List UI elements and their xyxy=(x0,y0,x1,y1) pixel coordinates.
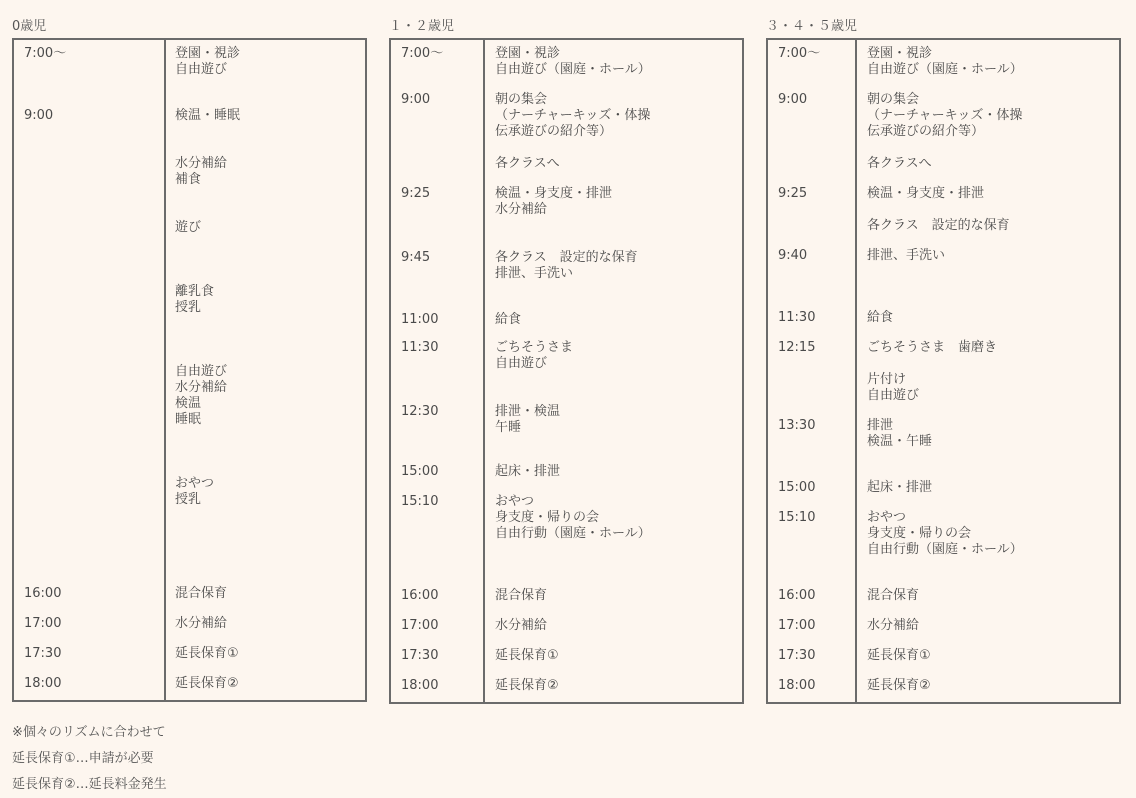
activity-line: （ナーチャーキッズ・体操 xyxy=(495,108,651,123)
row-time: 17:00 xyxy=(778,618,816,633)
row-time: 9:40 xyxy=(778,248,808,263)
row-time: 9:00 xyxy=(24,108,54,123)
row-time: 17:00 xyxy=(24,616,62,631)
footnote: ※個々のリズムに合わせて xyxy=(12,725,166,740)
column-divider xyxy=(164,40,166,700)
activity-line: 自由行動（園庭・ホール） xyxy=(495,526,651,541)
activity-line: 水分補給 xyxy=(867,618,920,633)
activity-line: 伝承遊びの紹介等） xyxy=(867,124,985,139)
row-activity xyxy=(175,586,227,602)
activity-line: 身支度・帰りの会 xyxy=(867,526,972,541)
row-activity xyxy=(495,648,559,664)
row-time: 9:25 xyxy=(778,186,808,201)
activity-line: 登園・視診 xyxy=(175,46,241,61)
activity-line: 給食 xyxy=(867,310,894,325)
row-time: 9:00 xyxy=(778,92,808,107)
row-activity xyxy=(867,92,1022,140)
row-activity xyxy=(495,618,547,634)
activity-line: 各クラス 設定的な保育 xyxy=(867,218,1010,233)
activity-line: 各クラスへ xyxy=(495,156,560,171)
activity-line: 延長保育② xyxy=(867,678,931,693)
activity-line: 身支度・帰りの会 xyxy=(495,510,600,525)
activity-line: 自由遊び xyxy=(867,388,920,403)
row-time: 15:00 xyxy=(401,464,439,479)
row-activity xyxy=(175,156,227,188)
row-time: 17:00 xyxy=(401,618,439,633)
row-activity xyxy=(495,588,547,604)
activity-line: 伝承遊びの紹介等） xyxy=(495,124,613,139)
activity-line: 排泄、手洗い xyxy=(867,248,946,263)
row-time: 11:30 xyxy=(401,340,439,355)
activity-line: おやつ xyxy=(175,476,215,491)
row-time: 15:10 xyxy=(778,510,816,525)
activity-line: 離乳食 xyxy=(175,284,215,299)
row-activity xyxy=(867,218,1010,234)
row-time: 16:00 xyxy=(401,588,439,603)
activity-line: 延長保育① xyxy=(495,648,559,663)
activity-line: 自由遊び xyxy=(175,62,228,77)
footnote: 延長保育①…申請が必要 xyxy=(12,751,154,766)
row-activity xyxy=(867,310,893,326)
schedule-table xyxy=(389,38,744,704)
activity-line: 午睡 xyxy=(495,420,522,435)
activity-line: 水分補給 xyxy=(495,202,548,217)
row-activity xyxy=(867,648,931,664)
row-activity xyxy=(867,618,919,634)
activity-line: 検温・午睡 xyxy=(867,434,933,449)
row-time: 17:30 xyxy=(24,646,62,661)
row-time: 7:00～ xyxy=(778,46,821,61)
activity-line: 水分補給 xyxy=(175,616,228,631)
row-activity xyxy=(175,220,201,236)
row-time: 9:25 xyxy=(401,186,431,201)
row-time: 18:00 xyxy=(401,678,439,693)
row-activity xyxy=(867,418,932,450)
activity-line: 検温・身支度・排泄 xyxy=(867,186,985,201)
row-activity xyxy=(867,510,1023,558)
row-activity xyxy=(867,480,932,496)
activity-line: 自由遊び xyxy=(495,356,548,371)
activity-line: 自由遊び（園庭・ホール） xyxy=(867,62,1023,77)
activity-line: 水分補給 xyxy=(175,156,228,171)
activity-line: 起床・排泄 xyxy=(495,464,561,479)
activity-line: 片付け xyxy=(867,372,907,387)
row-time: 9:45 xyxy=(401,250,431,265)
row-activity xyxy=(495,340,573,372)
row-activity xyxy=(495,312,521,328)
row-time: 13:30 xyxy=(778,418,816,433)
row-activity xyxy=(867,46,1023,78)
schedule-table xyxy=(12,38,367,702)
activity-line: 混合保育 xyxy=(175,586,228,601)
row-activity xyxy=(867,678,931,694)
activity-line: 延長保育① xyxy=(867,648,931,663)
row-activity xyxy=(867,372,919,404)
activity-line: 延長保育② xyxy=(495,678,559,693)
activity-line: 排泄、手洗い xyxy=(495,266,574,281)
activity-line: 朝の集会 xyxy=(495,92,548,107)
activity-line: 登園・視診 xyxy=(867,46,933,61)
row-activity xyxy=(867,156,932,172)
activity-line: 補食 xyxy=(175,172,202,187)
row-activity xyxy=(175,108,240,124)
activity-line: 自由遊び xyxy=(175,364,228,379)
activity-line: 混合保育 xyxy=(867,588,920,603)
row-time: 12:15 xyxy=(778,340,816,355)
activity-line: 検温 xyxy=(175,396,202,411)
activity-line: 給食 xyxy=(495,312,522,327)
row-activity xyxy=(495,250,638,282)
row-time: 12:30 xyxy=(401,404,439,419)
activity-line: 起床・排泄 xyxy=(867,480,933,495)
activity-line: 授乳 xyxy=(175,492,202,507)
row-activity xyxy=(175,676,239,692)
activity-line: （ナーチャーキッズ・体操 xyxy=(867,108,1023,123)
column-title: １・２歳児 xyxy=(389,19,455,34)
activity-line: 水分補給 xyxy=(495,618,548,633)
activity-line: 排泄・検温 xyxy=(495,404,561,419)
activity-line: 水分補給 xyxy=(175,380,228,395)
activity-line: 検温・睡眠 xyxy=(175,108,241,123)
activity-line: 各クラス 設定的な保育 xyxy=(495,250,638,265)
row-activity xyxy=(867,248,945,264)
row-activity xyxy=(867,340,997,356)
activity-line: 自由行動（園庭・ホール） xyxy=(867,542,1023,557)
activity-line: 朝の集会 xyxy=(867,92,920,107)
row-time: 11:00 xyxy=(401,312,439,327)
row-time: 7:00～ xyxy=(24,46,67,61)
row-activity xyxy=(495,156,560,172)
activity-line: 自由遊び（園庭・ホール） xyxy=(495,62,651,77)
activity-line: 睡眠 xyxy=(175,412,202,427)
column-title: ３・４・５歳児 xyxy=(766,19,858,34)
row-activity xyxy=(175,46,240,78)
column-title: 0歳児 xyxy=(12,19,47,34)
footnote: 延長保育②…延長料金発生 xyxy=(12,777,167,792)
activity-line: 登園・視診 xyxy=(495,46,561,61)
row-activity xyxy=(495,92,650,140)
row-activity xyxy=(867,186,984,202)
activity-line: ごちそうさま xyxy=(495,340,574,355)
row-time: 11:30 xyxy=(778,310,816,325)
row-activity xyxy=(175,284,214,316)
row-activity xyxy=(495,404,560,436)
schedule-table xyxy=(766,38,1121,704)
row-time: 7:00～ xyxy=(401,46,444,61)
row-time: 18:00 xyxy=(24,676,62,691)
activity-line: おやつ xyxy=(495,494,535,509)
row-time: 16:00 xyxy=(24,586,62,601)
row-activity xyxy=(495,678,559,694)
row-time: 9:00 xyxy=(401,92,431,107)
row-activity xyxy=(495,46,651,78)
row-activity xyxy=(175,476,214,508)
row-activity xyxy=(495,186,612,218)
row-activity xyxy=(495,464,560,480)
activity-line: 授乳 xyxy=(175,300,202,315)
activity-line: 延長保育② xyxy=(175,676,239,691)
row-time: 17:30 xyxy=(778,648,816,663)
row-time: 16:00 xyxy=(778,588,816,603)
row-activity xyxy=(495,494,651,542)
activity-line: 延長保育① xyxy=(175,646,239,661)
row-time: 15:00 xyxy=(778,480,816,495)
row-activity xyxy=(175,364,227,428)
row-time: 17:30 xyxy=(401,648,439,663)
activity-line: おやつ xyxy=(867,510,907,525)
row-time: 18:00 xyxy=(778,678,816,693)
row-activity xyxy=(175,646,239,662)
activity-line: 混合保育 xyxy=(495,588,548,603)
column-divider xyxy=(855,40,857,702)
activity-line: 各クラスへ xyxy=(867,156,932,171)
row-activity xyxy=(175,616,227,632)
activity-line: 遊び xyxy=(175,220,202,235)
row-activity xyxy=(867,588,919,604)
activity-line: 排泄 xyxy=(867,418,894,433)
activity-line: 検温・身支度・排泄 xyxy=(495,186,613,201)
column-divider xyxy=(483,40,485,702)
row-time: 15:10 xyxy=(401,494,439,509)
activity-line: ごちそうさま 歯磨き xyxy=(867,340,998,355)
